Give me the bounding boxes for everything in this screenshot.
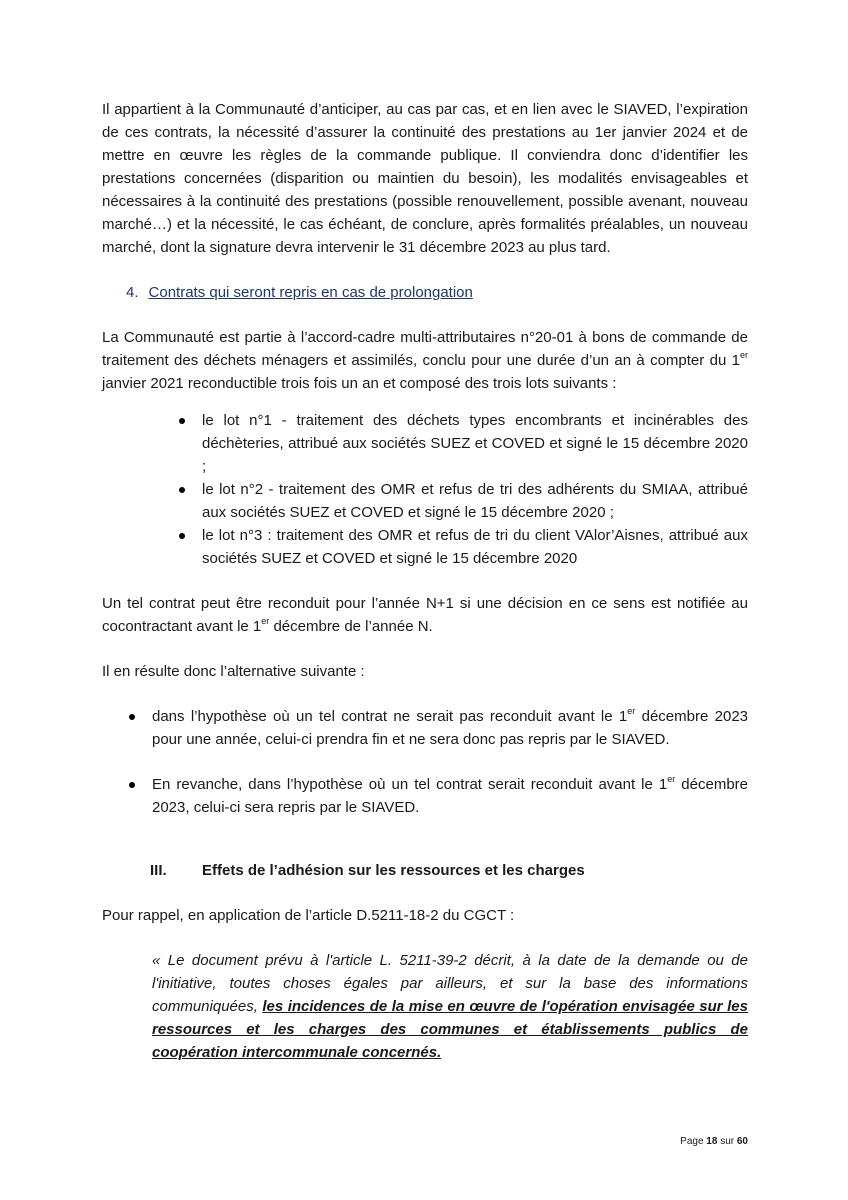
- text-fragment: dans l’hypothèse où un tel contrat ne serait pas reconduit avant le 1: [152, 708, 628, 725]
- legal-quote: [152, 949, 748, 1064]
- alternatives-list: [126, 705, 748, 819]
- quote-text: « Le document prévu à l'article L. 5211-39-2 décrit, à la date de la demande ou de l'initiative, toutes choses égales par ailleurs, et sur la base des informations communiquées,: [152, 952, 748, 1015]
- section-number: III.: [150, 862, 167, 879]
- footer-current-page: 18: [706, 1136, 718, 1147]
- paragraph-alternative-intro: Il en résulte donc l’alternative suivante :: [102, 663, 365, 680]
- text-fragment: janvier 2021 reconductible trois fois un an et composé des trois lots suivants :: [102, 375, 617, 392]
- footer-prefix: Page: [680, 1136, 707, 1147]
- paragraph-accord-cadre: [102, 326, 748, 395]
- text-fragment: La Communauté est partie à l’accord-cadre multi-attributaires n°20-01 à bons de commande de traitement des déchets ménagers et assimilés, conclu pour une durée d’un an à compter du 1: [102, 329, 748, 369]
- list-item-alternative-1: [126, 705, 748, 751]
- page-content: [102, 98, 748, 1064]
- subsection-heading: [126, 281, 748, 304]
- superscript: er: [627, 706, 636, 716]
- footer-separator: sur: [717, 1136, 737, 1147]
- text-fragment: décembre de l’année N.: [269, 618, 433, 635]
- paragraph-anticipation: Il appartient à la Communauté d’anticiper, au cas par cas, et en lien avec le SIAVED, l’expiration de ces contrats, la nécessité d’assurer la continuité des prestations au 1er janvier 2024 et de mettre en œuvre les règles de la commande publique. Il conviendra donc d’identifier les prestations concernées (disparition ou maintien du besoin), les modalités envisageables et nécessaires à la continuité des prestations (possible renouvellement, possible avenant, nouveau marché…) et la nécessité, le cas échéant, de conclure, après formalités préalables, un nouveau marché, dont la signature devra intervenir le 31 décembre 2023 au plus tard.: [102, 101, 748, 256]
- text-fragment: décembre 2023 pour une année, celui-ci prendra fin et ne sera donc pas repris par le SIAVED.: [152, 708, 749, 748]
- text-fragment: décembre 2023, celui-ci sera repris par le SIAVED.: [152, 776, 749, 816]
- footer-total-pages: 60: [736, 1136, 748, 1147]
- text-fragment: En revanche, dans l’hypothèse où un tel contrat serait reconduit avant le 1: [152, 776, 668, 793]
- superscript: er: [261, 616, 270, 626]
- subsection-number: 4.: [126, 284, 139, 301]
- paragraph-reconduction: [102, 592, 748, 638]
- superscript: er: [739, 350, 748, 360]
- superscript: er: [667, 774, 676, 784]
- quote-emphasis: les incidences de la mise en œuvre de l'opération envisagée sur les ressources et les charges des communes et établissements publics de coopération intercommunale concernés.: [152, 998, 748, 1061]
- section-heading: [150, 859, 748, 882]
- list-item-lot-2: le lot n°2 - traitement des OMR et refus de tri des adhérents du SMIAA, attribué aux sociétés SUEZ et COVED et signé le 15 décembre 2020 ;: [176, 478, 748, 524]
- list-item-alternative-2: [126, 773, 748, 819]
- subsection-title: Contrats qui seront repris en cas de prolongation: [148, 284, 473, 301]
- page-number-footer: [680, 1136, 748, 1147]
- text-fragment: Un tel contrat peut être reconduit pour l’année N+1 si une décision en ce sens est notifiée au cocontractant avant le 1: [102, 595, 748, 635]
- section-title: Effets de l’adhésion sur les ressources et les charges: [202, 862, 585, 879]
- paragraph-cgct-reference: Pour rappel, en application de l’article D.5211-18-2 du CGCT :: [102, 907, 515, 924]
- list-item-lot-1: le lot n°1 - traitement des déchets types encombrants et incinérables des déchèteries, attribué aux sociétés SUEZ et COVED et signé le 15 décembre 2020 ;: [176, 409, 748, 478]
- list-item-lot-3: le lot n°3 : traitement des OMR et refus de tri du client VAlor’Aisnes, attribué aux sociétés SUEZ et COVED et signé le 15 décembre 2020: [176, 524, 748, 570]
- lots-list: [176, 409, 748, 570]
